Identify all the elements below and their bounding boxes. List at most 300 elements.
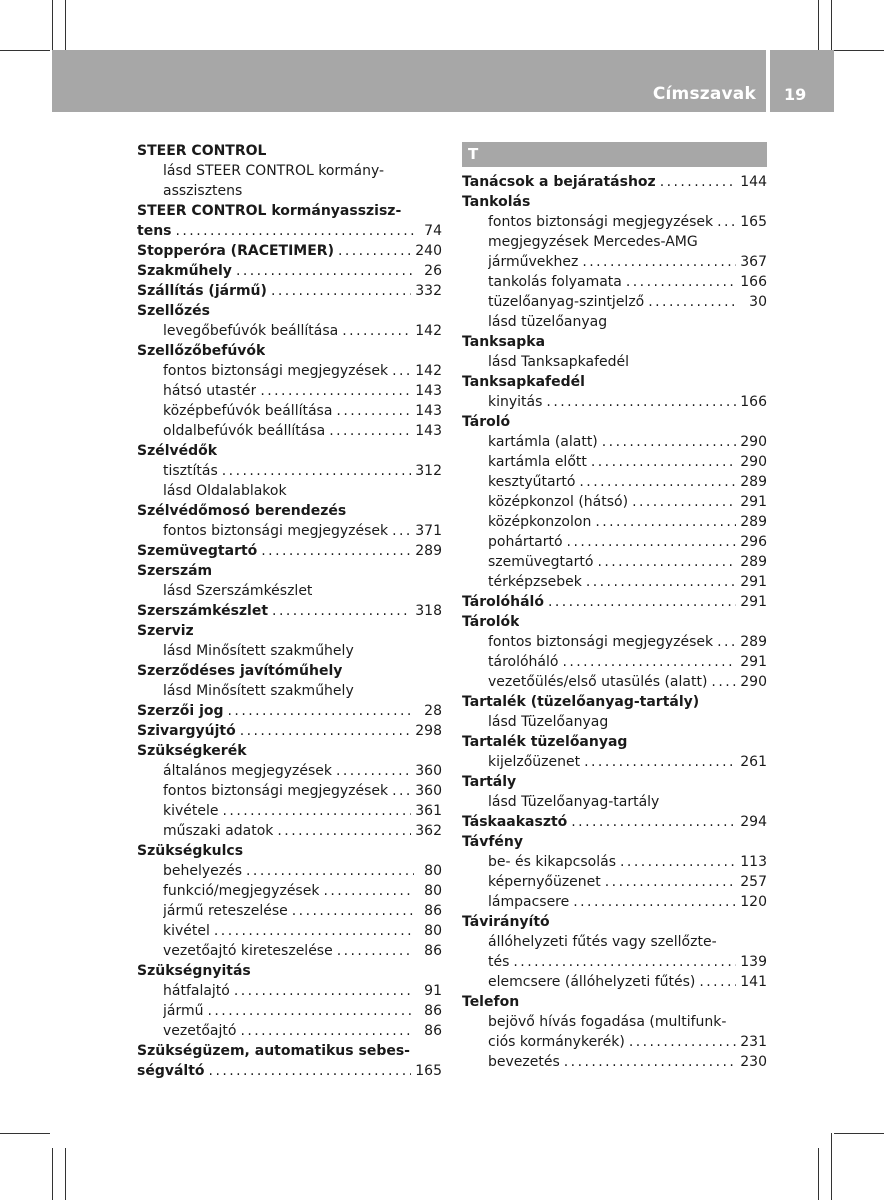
index-term: Tanácsok a bejáratáshoz xyxy=(462,174,656,190)
leader-dots xyxy=(546,392,736,412)
leader-dots xyxy=(620,852,736,872)
index-entry xyxy=(137,501,442,521)
leader-dots xyxy=(567,532,737,552)
index-entry xyxy=(462,192,767,212)
index-subentry xyxy=(462,752,767,772)
page-reference: 291 xyxy=(740,594,767,610)
page-reference: 289 xyxy=(740,514,767,530)
index-term: ciós kormánykerék) xyxy=(488,1034,625,1050)
leader-dots xyxy=(323,881,414,901)
leader-dots xyxy=(234,981,414,1001)
index-subentry xyxy=(462,852,767,872)
leader-dots xyxy=(223,801,412,821)
page-reference: 257 xyxy=(740,874,767,890)
index-term: STEER CONTROL xyxy=(137,143,267,159)
page-reference: 289 xyxy=(740,554,767,570)
leader-dots xyxy=(272,601,411,621)
index-term: műszaki adatok xyxy=(163,823,274,839)
index-subentry xyxy=(462,932,767,952)
leader-dots xyxy=(209,1061,412,1081)
page-reference: 289 xyxy=(740,474,767,490)
crop-mark xyxy=(52,1148,53,1200)
leader-dots xyxy=(699,972,736,992)
page-reference: 240 xyxy=(415,243,442,259)
index-entry xyxy=(462,172,767,192)
index-entry xyxy=(137,721,442,741)
index-subentry xyxy=(137,681,442,701)
page-reference: 80 xyxy=(424,883,442,899)
page-reference: 298 xyxy=(415,723,442,739)
index-subentry xyxy=(462,1032,767,1052)
index-subentry xyxy=(137,521,442,541)
leader-dots xyxy=(277,821,411,841)
index-term: fontos biztonsági megjegyzések xyxy=(163,363,389,379)
index-term: Tárolóháló xyxy=(462,594,544,610)
leader-dots xyxy=(337,941,414,961)
page-reference: 231 xyxy=(740,1034,767,1050)
page-header xyxy=(52,50,766,112)
index-term: Tanksapka xyxy=(462,334,546,350)
index-entry xyxy=(137,141,442,161)
index-term: lásd Tanksapkafedél xyxy=(488,354,630,370)
index-term: Szükségnyitás xyxy=(137,963,251,979)
index-term: járművekhez xyxy=(488,254,579,270)
index-term: kesztyűtartó xyxy=(488,474,576,490)
page-reference: 144 xyxy=(740,174,767,190)
index-subentry xyxy=(462,532,767,552)
index-term: Szükségkulcs xyxy=(137,843,244,859)
index-term: funkció/megjegyzések xyxy=(163,883,320,899)
index-term: lásd STEER CONTROL kormány- xyxy=(163,163,385,179)
index-entry xyxy=(462,592,767,612)
page-reference: 120 xyxy=(740,894,767,910)
index-term: behelyezés xyxy=(163,863,243,879)
index-term: Telefon xyxy=(462,994,520,1010)
index-subentry xyxy=(137,941,442,961)
index-subentry xyxy=(462,552,767,572)
index-term: térképzsebek xyxy=(488,574,582,590)
index-entry xyxy=(137,221,442,241)
leader-dots xyxy=(260,381,411,401)
page-number: 19 xyxy=(784,85,807,104)
leader-dots xyxy=(660,172,737,192)
index-subentry xyxy=(462,252,767,272)
index-subentry xyxy=(462,392,767,412)
index-subentry xyxy=(137,981,442,1001)
crop-mark xyxy=(0,1133,50,1134)
index-entry xyxy=(462,332,767,352)
index-entry xyxy=(137,701,442,721)
index-term: tisztítás xyxy=(163,463,218,479)
page-reference: 74 xyxy=(424,223,442,239)
page-reference: 86 xyxy=(424,1023,442,1039)
index-term: Távirányító xyxy=(462,914,550,930)
index-subentry xyxy=(462,352,767,372)
index-term: lámpacsere xyxy=(488,894,570,910)
page-reference: 312 xyxy=(415,463,442,479)
leader-dots xyxy=(214,921,414,941)
leader-dots xyxy=(513,952,736,972)
leader-dots xyxy=(336,761,411,781)
index-subentry xyxy=(462,272,767,292)
index-subentry xyxy=(137,181,442,201)
index-term: fontos biztonsági megjegyzések xyxy=(163,523,389,539)
index-entry xyxy=(462,812,767,832)
index-term: középkonzol (hátsó) xyxy=(488,494,629,510)
index-subentry xyxy=(462,292,767,312)
index-term: Tartalék (tüzelőanyag-tartály) xyxy=(462,694,700,710)
page-reference: 86 xyxy=(424,943,442,959)
index-subentry xyxy=(137,761,442,781)
leader-dots xyxy=(271,281,411,301)
index-subentry xyxy=(462,632,767,652)
index-subentry xyxy=(137,821,442,841)
index-subentry xyxy=(462,712,767,732)
index-term: Szivargyújtó xyxy=(137,723,236,739)
index-entry xyxy=(462,692,767,712)
index-subentry xyxy=(137,401,442,421)
index-subentry xyxy=(137,801,442,821)
page-number-box xyxy=(770,50,834,112)
index-term: jármű xyxy=(163,1003,204,1019)
index-term: tankolás folyamata xyxy=(488,274,622,290)
index-entry xyxy=(137,961,442,981)
index-term: Tartály xyxy=(462,774,517,790)
page-reference: 291 xyxy=(740,654,767,670)
index-term: lásd Tüzelőanyag xyxy=(488,714,609,730)
leader-dots xyxy=(717,632,736,652)
leader-dots xyxy=(342,321,411,341)
leader-dots xyxy=(602,432,736,452)
page-reference: 142 xyxy=(415,363,442,379)
leader-dots xyxy=(564,1052,737,1072)
leader-dots xyxy=(236,261,414,281)
page-reference: 26 xyxy=(424,263,442,279)
index-entry xyxy=(137,261,442,281)
leader-dots xyxy=(573,892,736,912)
index-subentry xyxy=(137,421,442,441)
leader-dots xyxy=(392,361,411,381)
index-term: kivétele xyxy=(163,803,219,819)
index-term: Szerződéses javítóműhely xyxy=(137,663,343,679)
page-reference: 143 xyxy=(415,383,442,399)
page-reference: 139 xyxy=(740,954,767,970)
index-term: vezetőajtó kireteszelése xyxy=(163,943,333,959)
index-term: Szükségüzem, automatikus sebes- xyxy=(137,1043,410,1059)
index-subentry xyxy=(462,1012,767,1032)
page-reference: 80 xyxy=(424,863,442,879)
index-column-left xyxy=(137,141,442,1081)
page-reference: 143 xyxy=(415,423,442,439)
index-subentry xyxy=(462,1052,767,1072)
index-subentry xyxy=(462,872,767,892)
index-entry xyxy=(137,601,442,621)
page-title: Címszavak xyxy=(652,84,756,104)
leader-dots xyxy=(392,781,411,801)
index-subentry xyxy=(462,792,767,812)
page-reference: 361 xyxy=(415,803,442,819)
index-term: középkonzolon xyxy=(488,514,592,530)
index-column-right xyxy=(462,142,767,1072)
index-entry xyxy=(462,612,767,632)
leader-dots xyxy=(597,552,736,572)
index-term: középbefúvók beállítása xyxy=(163,403,333,419)
index-entry xyxy=(137,841,442,861)
leader-dots xyxy=(629,1032,736,1052)
page-reference: 86 xyxy=(424,1003,442,1019)
index-term: kivétel xyxy=(163,923,210,939)
index-term: bevezetés xyxy=(488,1054,560,1070)
index-entry xyxy=(137,201,442,221)
page-reference: 166 xyxy=(740,274,767,290)
page-reference: 80 xyxy=(424,923,442,939)
leader-dots xyxy=(392,521,411,541)
index-term: Szellőzés xyxy=(137,303,210,319)
page-reference: 230 xyxy=(740,1054,767,1070)
index-entry xyxy=(137,561,442,581)
index-term: Szükségkerék xyxy=(137,743,247,759)
page-reference: 165 xyxy=(740,214,767,230)
index-subentry xyxy=(462,232,767,252)
leader-dots xyxy=(584,752,736,772)
leader-dots xyxy=(240,721,412,741)
leader-dots xyxy=(571,812,736,832)
index-subentry xyxy=(137,781,442,801)
index-term: kinyitás xyxy=(488,394,543,410)
page-reference: 362 xyxy=(415,823,442,839)
leader-dots xyxy=(648,292,739,312)
leader-dots xyxy=(329,421,411,441)
index-entry xyxy=(137,621,442,641)
index-entry xyxy=(137,1061,442,1081)
leader-dots xyxy=(579,472,736,492)
index-subentry xyxy=(462,972,767,992)
index-term: Szemüvegtartó xyxy=(137,543,258,559)
page-reference: 332 xyxy=(415,283,442,299)
index-subentry xyxy=(137,861,442,881)
page-reference: 165 xyxy=(415,1063,442,1079)
index-term: hátsó utastér xyxy=(163,383,257,399)
crop-mark xyxy=(834,50,884,51)
index-term: állóhelyzeti fűtés vagy szellőzte- xyxy=(488,934,717,950)
leader-dots xyxy=(626,272,736,292)
page-reference: 30 xyxy=(749,294,767,310)
index-subentry xyxy=(137,1021,442,1041)
index-term: szemüvegtartó xyxy=(488,554,594,570)
index-term: jármű reteszelése xyxy=(163,903,288,919)
index-term: Szerszámkészlet xyxy=(137,603,269,619)
index-term: pohártartó xyxy=(488,534,563,550)
page-reference: 113 xyxy=(740,854,767,870)
index-term: kijelzőüzenet xyxy=(488,754,581,770)
page-reference: 360 xyxy=(415,763,442,779)
index-term: oldalbefúvók beállítása xyxy=(163,423,326,439)
section-letter: T xyxy=(462,142,767,167)
leader-dots xyxy=(711,672,736,692)
index-entry xyxy=(137,541,442,561)
index-entry xyxy=(462,992,767,1012)
index-term: Szellőzőbefúvók xyxy=(137,343,266,359)
page-reference: 318 xyxy=(415,603,442,619)
leader-dots xyxy=(336,401,411,421)
index-term: Szerviz xyxy=(137,623,194,639)
page-reference: 291 xyxy=(740,494,767,510)
leader-dots xyxy=(222,461,412,481)
index-entry xyxy=(462,372,767,392)
page-reference: 294 xyxy=(740,814,767,830)
index-term: lásd Minősített szakműhely xyxy=(163,683,354,699)
index-term: Szerzői jog xyxy=(137,703,224,719)
page-reference: 367 xyxy=(740,254,767,270)
index-entry xyxy=(462,412,767,432)
index-term: Táskaakasztó xyxy=(462,814,568,830)
index-subentry xyxy=(137,1001,442,1021)
index-term: lásd Minősített szakműhely xyxy=(163,643,354,659)
leader-dots xyxy=(208,1001,415,1021)
index-entry xyxy=(137,441,442,461)
index-entry xyxy=(137,1041,442,1061)
page-reference: 91 xyxy=(424,983,442,999)
index-entry xyxy=(137,741,442,761)
crop-mark xyxy=(65,1148,66,1200)
leader-dots xyxy=(582,252,736,272)
leader-dots xyxy=(562,652,736,672)
index-subentry xyxy=(137,381,442,401)
index-term: elemcsere (állóhelyzeti fűtés) xyxy=(488,974,696,990)
index-subentry xyxy=(462,312,767,332)
index-term: bejövő hívás fogadása (multifunk- xyxy=(488,1014,727,1030)
index-term: tens xyxy=(137,223,172,239)
page-reference: 289 xyxy=(740,634,767,650)
index-subentry xyxy=(462,652,767,672)
index-term: fontos biztonsági megjegyzések xyxy=(488,214,714,230)
index-entry xyxy=(462,772,767,792)
page-reference: 261 xyxy=(740,754,767,770)
index-entry xyxy=(462,912,767,932)
page-reference: 142 xyxy=(415,323,442,339)
index-subentry xyxy=(137,481,442,501)
page-reference: 360 xyxy=(415,783,442,799)
index-subentry xyxy=(137,901,442,921)
crop-mark xyxy=(834,1133,884,1134)
index-term: ségváltó xyxy=(137,1063,205,1079)
index-subentry xyxy=(462,892,767,912)
index-term: megjegyzések Mercedes-AMG xyxy=(488,234,698,250)
page-reference: 143 xyxy=(415,403,442,419)
index-term: asszisztens xyxy=(163,183,243,199)
index-term: lásd tüzelőanyag xyxy=(488,314,608,330)
index-term: STEER CONTROL kormányasszisz- xyxy=(137,203,402,219)
index-term: tárolóháló xyxy=(488,654,559,670)
index-term: képernyőüzenet xyxy=(488,874,601,890)
index-subentry xyxy=(462,672,767,692)
index-subentry xyxy=(137,921,442,941)
index-term: Tárolók xyxy=(462,614,520,630)
index-entry xyxy=(137,241,442,261)
leader-dots xyxy=(591,452,736,472)
index-term: lásd Szerszámkészlet xyxy=(163,583,313,599)
page-reference: 28 xyxy=(424,703,442,719)
crop-mark xyxy=(831,1133,832,1200)
index-subentry xyxy=(137,361,442,381)
index-entry xyxy=(462,832,767,852)
page-reference: 290 xyxy=(740,674,767,690)
leader-dots xyxy=(176,221,415,241)
index-term: Szélvédőmosó berendezés xyxy=(137,503,347,519)
index-subentry xyxy=(462,452,767,472)
index-term: tüzelőanyag-szintjelző xyxy=(488,294,645,310)
page-reference: 289 xyxy=(415,543,442,559)
index-term: hátfalajtó xyxy=(163,983,230,999)
leader-dots xyxy=(605,872,737,892)
index-entry xyxy=(137,281,442,301)
crop-mark xyxy=(0,50,50,51)
index-subentry xyxy=(462,512,767,532)
index-subentry xyxy=(462,212,767,232)
page-reference: 86 xyxy=(424,903,442,919)
index-subentry xyxy=(137,161,442,181)
index-term: tés xyxy=(488,954,510,970)
page-reference: 371 xyxy=(415,523,442,539)
leader-dots xyxy=(717,212,736,232)
index-entry xyxy=(137,301,442,321)
index-term: lásd Tüzelőanyag-tartály xyxy=(488,794,660,810)
index-entries-right xyxy=(462,172,767,1072)
index-term: fontos biztonsági megjegyzések xyxy=(163,783,389,799)
leader-dots xyxy=(246,861,414,881)
index-subentry xyxy=(462,572,767,592)
page-reference: 141 xyxy=(740,974,767,990)
index-term: Tároló xyxy=(462,414,511,430)
page-reference: 291 xyxy=(740,574,767,590)
crop-mark xyxy=(818,1148,819,1200)
page-reference: 296 xyxy=(740,534,767,550)
leader-dots xyxy=(632,492,736,512)
index-subentry xyxy=(462,492,767,512)
leader-dots xyxy=(261,541,411,561)
crop-mark xyxy=(65,0,66,50)
index-entry xyxy=(137,341,442,361)
leader-dots xyxy=(240,1021,414,1041)
index-term: Szélvédők xyxy=(137,443,218,459)
page-reference: 290 xyxy=(740,454,767,470)
index-term: Tartalék tüzelőanyag xyxy=(462,734,628,750)
index-entry xyxy=(462,732,767,752)
crop-mark xyxy=(52,0,53,50)
index-term: Szakműhely xyxy=(137,263,232,279)
index-subentry xyxy=(137,881,442,901)
leader-dots xyxy=(586,572,736,592)
index-subentry xyxy=(462,952,767,972)
index-term: vezetőajtó xyxy=(163,1023,237,1039)
leader-dots xyxy=(595,512,736,532)
index-term: lásd Oldalablakok xyxy=(163,483,287,499)
crop-mark xyxy=(831,0,832,50)
index-term: be- és kikapcsolás xyxy=(488,854,617,870)
leader-dots xyxy=(548,592,736,612)
index-term: Stopperóra (RACETIMER) xyxy=(137,243,334,259)
index-subentry xyxy=(462,472,767,492)
index-term: Tankolás xyxy=(462,194,531,210)
index-term: általános megjegyzések xyxy=(163,763,332,779)
leader-dots xyxy=(228,701,414,721)
leader-dots xyxy=(338,241,411,261)
index-term: Szállítás (jármű) xyxy=(137,283,267,299)
index-term: kartámla előtt xyxy=(488,454,587,470)
index-subentry xyxy=(137,641,442,661)
index-term: Tanksapkafedél xyxy=(462,374,585,390)
index-subentry xyxy=(137,581,442,601)
